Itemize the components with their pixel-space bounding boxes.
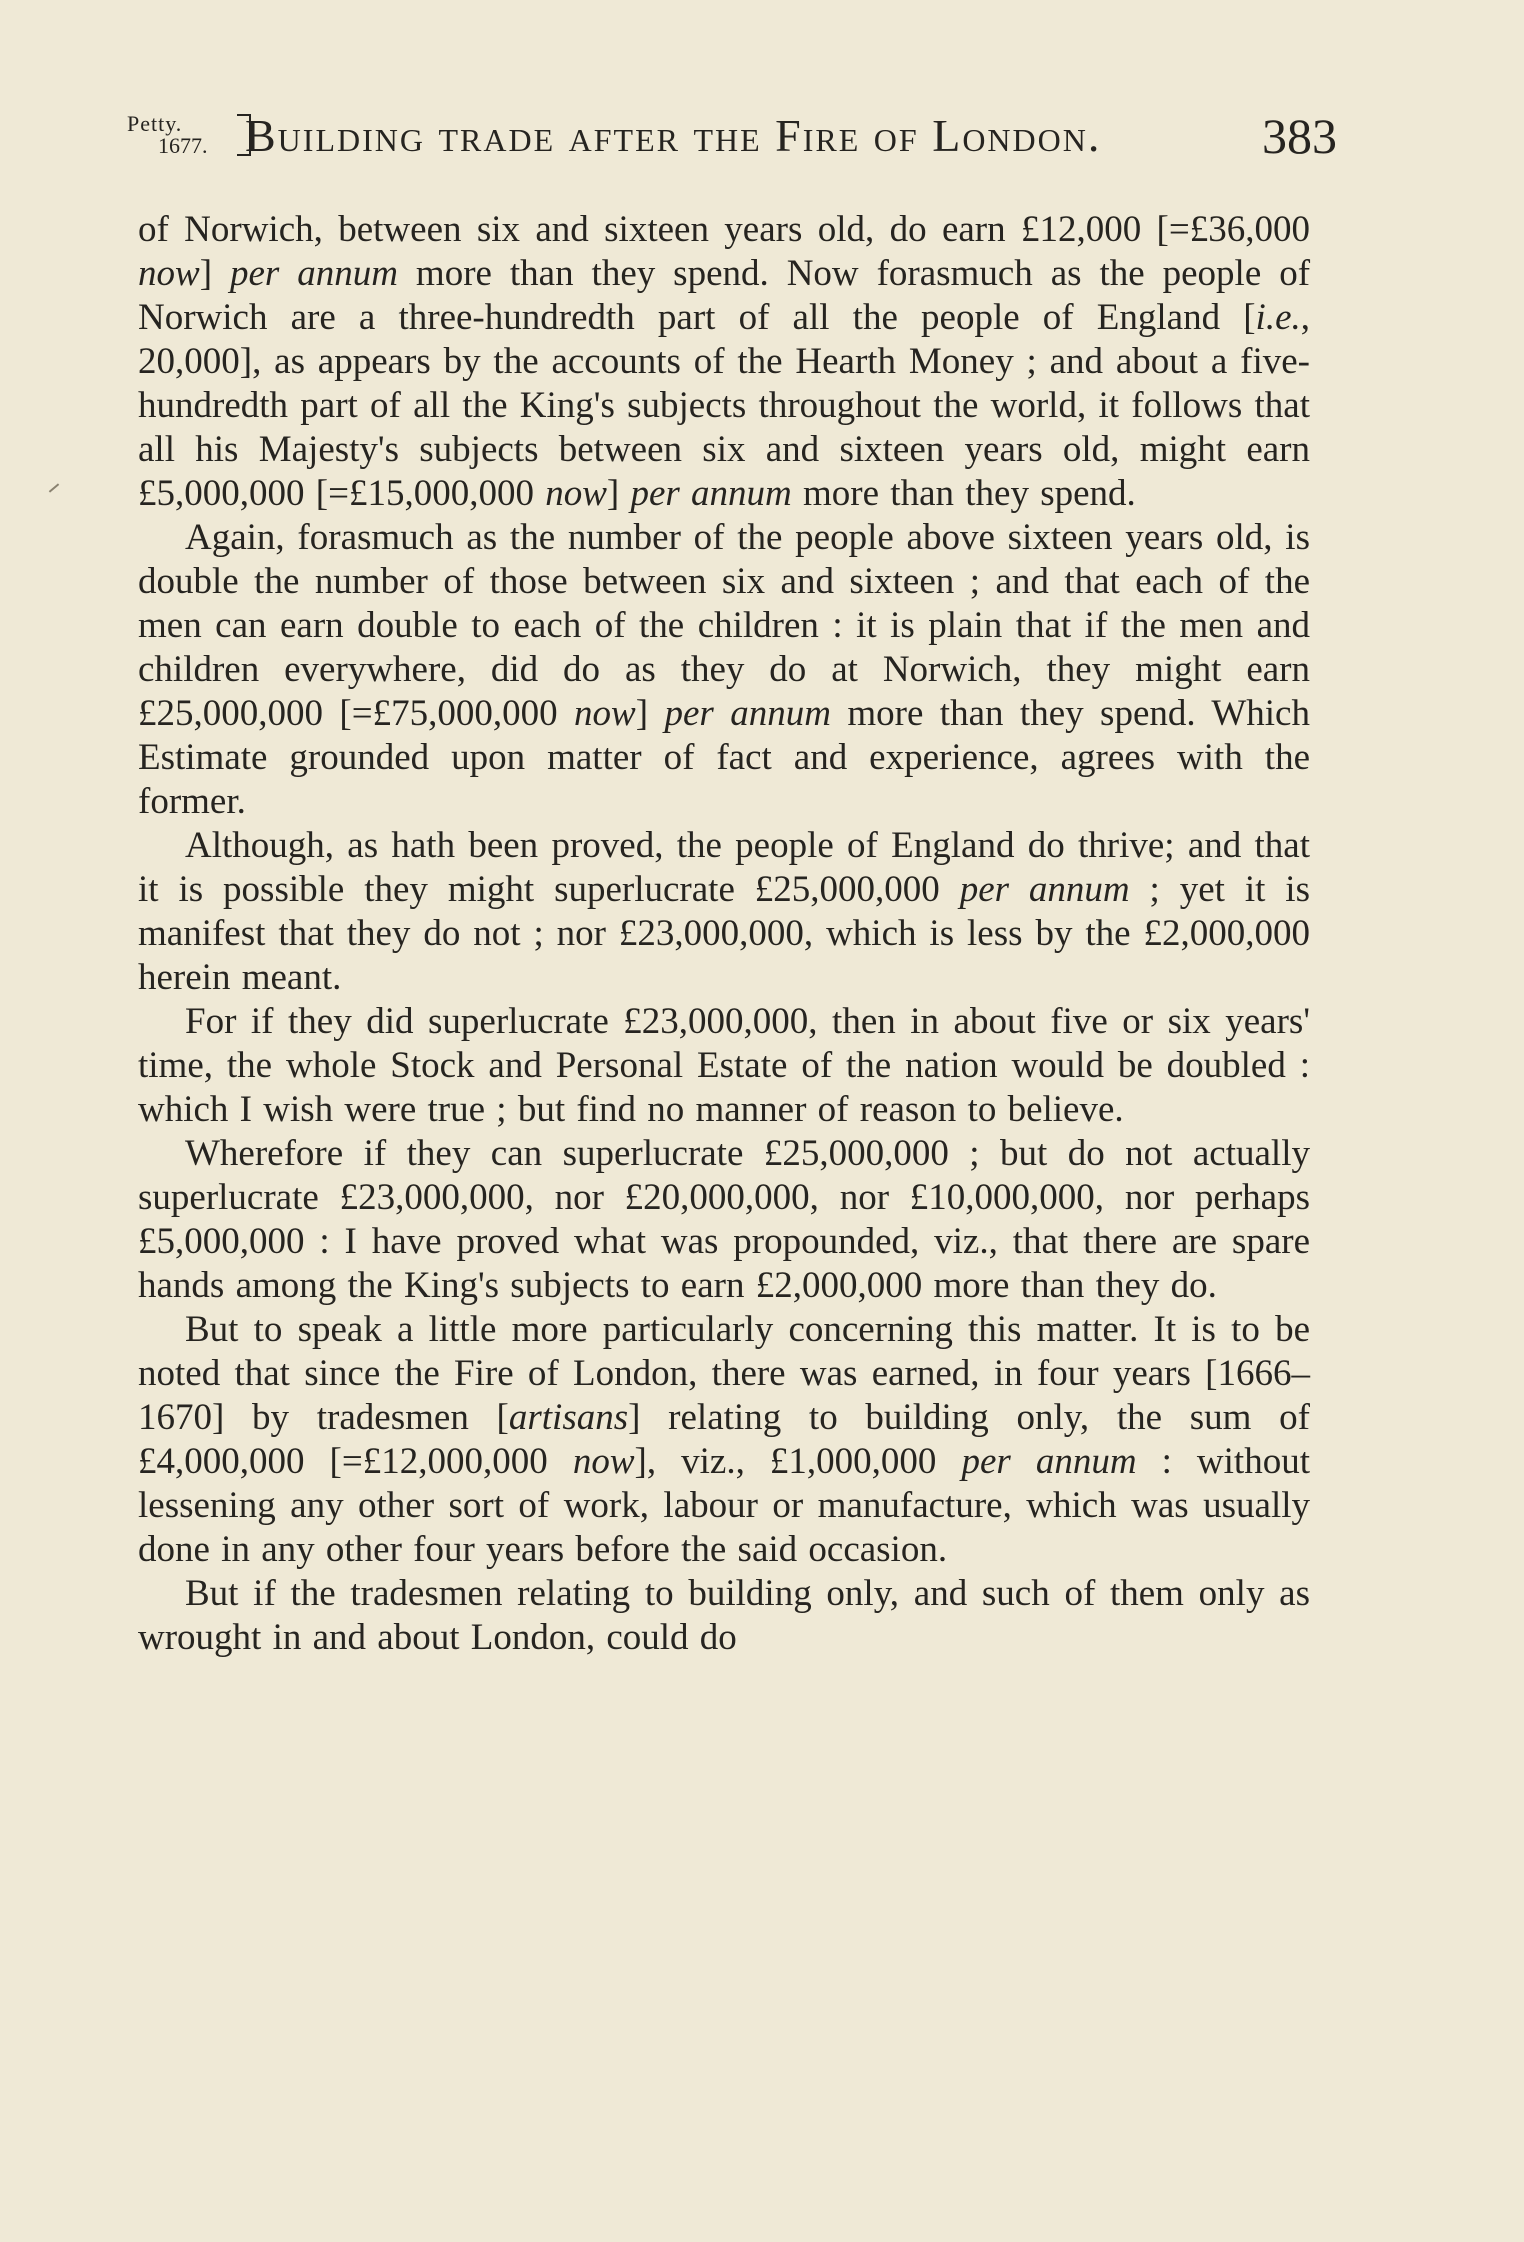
text-run: But to speak a little more particularly concerning this matter. It is to be noted that since the Fire of London, there was earned, in four years [1666–1670] by tradesmen [ <box>138 1309 1310 1438</box>
page-number: 383 <box>1262 108 1337 164</box>
italic-text: i.e. <box>1255 297 1301 338</box>
text-run: ] relating to building only, the sum of £4,000,000 [=£12,000,000 <box>138 1397 1310 1482</box>
body-text <box>138 208 1310 1660</box>
side-note-author: Petty. <box>127 111 183 136</box>
italic-text: per annum <box>664 693 831 734</box>
paragraph <box>138 1308 1310 1572</box>
text-run: : without lessening any other sort of work, labour or manufacture, which was usually done in any other four years before the said occasion. <box>138 1441 1310 1570</box>
italic-text: artisans <box>508 1397 629 1438</box>
paragraph <box>138 824 1310 1000</box>
text-run: more than they spend. Now forasmuch as the people of Norwich are a three-hundredth part of all the people of England [ <box>138 253 1311 338</box>
text-run: Again, forasmuch as the number of the people above sixteen years old, is double the number of those between six and sixteen ; and that each of the men can earn double to each of the children : it is plain that if the men and children everywhere, did do as they do at Norwich, they might earn £25,000,000 [=£75,000,000 <box>138 517 1310 734</box>
text-run: ] <box>635 693 665 734</box>
text-run: But if the tradesmen relating to building only, and such of them only as wrought in and about London, could do <box>138 1573 1310 1658</box>
text-run: Although, as hath been proved, the people of England do thrive; and that it is possible they might superlucrate £25,000,000 <box>138 825 1310 910</box>
italic-text: now <box>545 473 607 514</box>
text-run: , 20,000], as appears by the accounts of the Hearth Money ; and about a five-hundredth part of all the King's subjects throughout the world, it follows that all his Majesty's subjects between six and sixteen years old, might earn £5,000,000 [=£15,000,000 <box>138 297 1310 514</box>
text-run: of Norwich, between six and sixteen years old, do earn £12,000 [=£36,000 <box>138 209 1310 250</box>
paragraph <box>138 1000 1310 1132</box>
text-run: Wherefore if they can superlucrate £25,000,000 ; but do not actually superlucrate £23,000,000, nor £20,000,000, nor £10,000,000, nor perhaps £5,000,000 : I have proved what was propounded, viz., that there are spare hands among the King's subjects to earn £2,000,000 more than they do. <box>138 1133 1310 1306</box>
text-run: more than they spend. Which Estimate grounded upon matter of fact and experience, agrees with the former. <box>138 693 1310 822</box>
margin-pencil-mark <box>49 483 59 492</box>
text-run: For if they did superlucrate £23,000,000, then in about five or six years' time, the whole Stock and Personal Estate of the nation would be doubled : which I wish were true ; but find no manner of reason to believe. <box>138 1001 1310 1130</box>
running-head <box>127 108 1337 178</box>
text-run: ; yet it is manifest that they do not ; nor £23,000,000, which is less by the £2,000,000 herein meant. <box>138 869 1310 998</box>
italic-text: per annum <box>961 1441 1137 1482</box>
italic-text: now <box>572 1441 635 1482</box>
text-run: more than they spend. <box>791 473 1136 514</box>
italic-text: now <box>138 253 200 294</box>
italic-text: now <box>574 693 636 734</box>
italic-text: per annum <box>229 253 398 294</box>
side-note-year: 1677. <box>158 133 208 158</box>
text-run: ] <box>606 473 631 514</box>
paragraph <box>138 1132 1310 1308</box>
italic-text: per annum <box>959 869 1130 910</box>
side-note <box>127 112 237 158</box>
italic-text: per annum <box>630 473 792 514</box>
page-header-title: Building trade after the Fire of London. <box>245 110 1102 161</box>
paragraph <box>138 1572 1310 1660</box>
text-run: ], viz., £1,000,000 <box>634 1441 962 1482</box>
text-run: ] <box>199 253 230 294</box>
paragraph <box>138 516 1310 824</box>
paragraph <box>138 208 1310 516</box>
